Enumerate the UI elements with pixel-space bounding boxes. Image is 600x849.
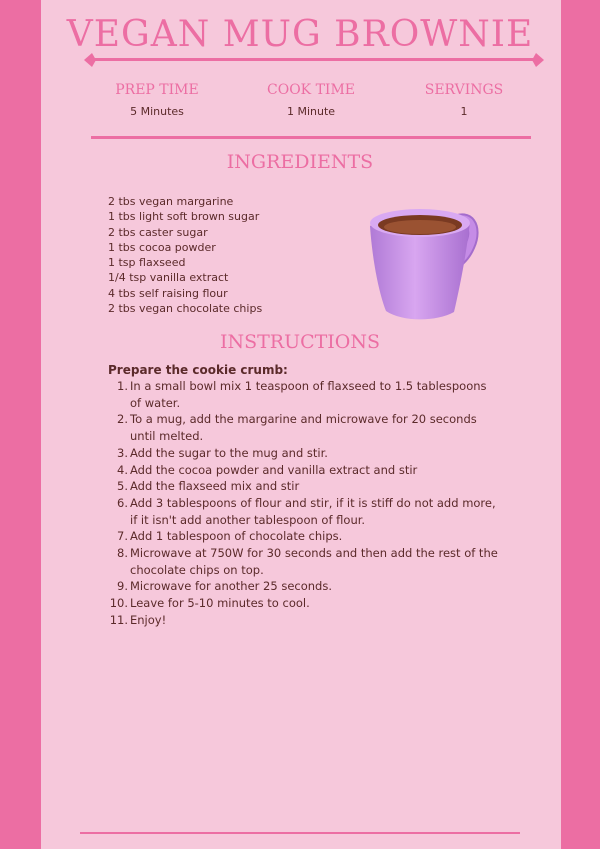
cook-time-label: COOK TIME (267, 82, 355, 98)
recipe-title: VEGAN MUG BROWNIE (66, 14, 534, 55)
step-number: 10. (109, 596, 128, 611)
step-number: 3. (117, 445, 128, 460)
step-text: Add 1 tablespoon of chocolate chips. (130, 529, 343, 544)
left-border-bar (0, 0, 41, 849)
footer-rule (80, 832, 520, 834)
prep-time-value: 5 Minutes (130, 105, 184, 118)
cook-time-value: 1 Minute (286, 105, 336, 118)
step-number: 11. (109, 612, 128, 627)
prep-time-stat (82, 82, 232, 118)
instruction-step (108, 495, 498, 528)
mug-illustration (362, 196, 484, 326)
instruction-step (108, 411, 498, 444)
step-number: 8. (117, 546, 128, 561)
instructions-subheading: Prepare the cookie crumb: (108, 363, 288, 377)
step-number: 5. (117, 479, 128, 494)
step-text: Add 3 tablespoons of flour and stir, if it is stiff do not add more, if it isn't add another tablespoon of flour. (130, 495, 496, 527)
ingredient-item: 2 tbs vegan margarine (108, 195, 234, 208)
ingredient-item: 1 tbs light soft brown sugar (108, 210, 260, 224)
ingredient-item: 2 tbs caster sugar (108, 225, 208, 239)
ingredient-item: 2 tbs vegan chocolate chips (108, 302, 263, 316)
instruction-step (108, 378, 498, 411)
instruction-step (108, 578, 498, 595)
cook-time-stat (236, 82, 386, 118)
instruction-step (108, 595, 498, 612)
step-number: 2. (117, 412, 128, 427)
instruction-step (108, 612, 498, 629)
instruction-step (108, 445, 498, 462)
step-text: Microwave for another 25 seconds. (130, 579, 332, 594)
step-text: In a small bowl mix 1 teaspoon of flaxseed to 1.5 tablespoons of water. (130, 379, 487, 410)
step-text: Microwave at 750W for 30 seconds and then add the rest of the chocolate chips on top. (130, 546, 498, 577)
step-text: Enjoy! (130, 612, 167, 627)
servings-value: 1 (460, 105, 468, 118)
ingredient-item: 1 tbs cocoa powder (108, 240, 216, 254)
step-text: Add the cocoa powder and vanilla extract and stir (130, 462, 418, 477)
instruction-step (108, 528, 498, 545)
prep-time-label: PREP TIME (115, 82, 199, 98)
step-number: 4. (117, 462, 128, 477)
servings-stat (389, 82, 539, 118)
step-number: 1. (117, 379, 128, 393)
servings-label: SERVINGS (424, 82, 504, 98)
instructions-heading: INSTRUCTIONS (219, 331, 381, 353)
ingredients-list (108, 194, 262, 316)
right-border-bar (561, 0, 600, 849)
title-underline (84, 52, 544, 68)
instruction-step (108, 462, 498, 479)
step-text: Leave for 5-10 minutes to cool. (130, 596, 310, 611)
ingredient-item: 4 tbs self raising flour (108, 286, 228, 300)
step-number: 9. (117, 579, 128, 594)
instruction-step (108, 545, 498, 578)
ingredient-item: 1 tsp flaxseed (108, 256, 186, 270)
step-text: Add the flaxseed mix and stir (130, 479, 300, 494)
instructions-list (108, 378, 498, 629)
instruction-step (108, 478, 498, 495)
step-text: To a mug, add the margarine and microwave for 20 seconds until melted. (130, 412, 477, 444)
step-number: 6. (117, 495, 128, 510)
step-number: 7. (117, 529, 128, 544)
divider-rule (91, 136, 531, 139)
ingredient-item: 1/4 tsp vanilla extract (108, 271, 229, 285)
ingredients-heading: INGREDIENTS (226, 151, 374, 173)
step-text: Add the sugar to the mug and stir. (130, 445, 328, 460)
